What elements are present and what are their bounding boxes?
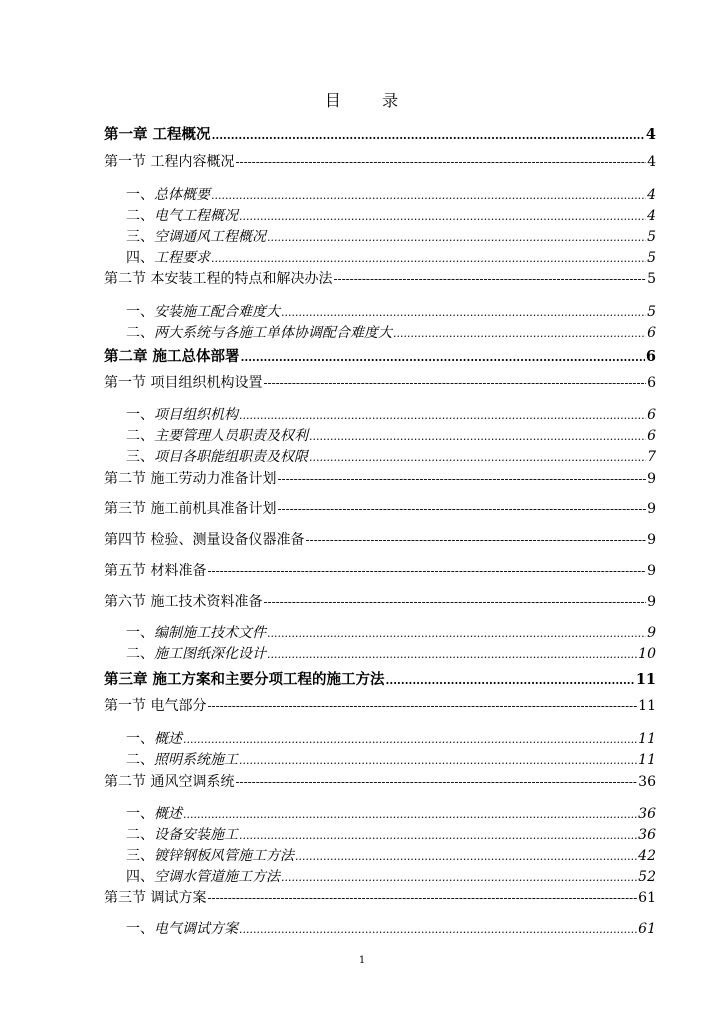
toc-title-char-1: 目 <box>324 91 342 110</box>
toc-section-entry[interactable] <box>104 695 656 715</box>
toc-leader <box>239 208 646 222</box>
toc-entry-label: 第一章 工程概况 <box>104 126 211 143</box>
toc-leader <box>263 375 646 389</box>
toc-entry-label: 施工图纸深化设计 <box>154 646 266 662</box>
toc-item-entry[interactable] <box>126 622 656 642</box>
toc-page-number: 4 <box>647 154 656 170</box>
toc-leader <box>393 325 646 339</box>
toc-leader <box>211 250 646 264</box>
toc-section-entry[interactable] <box>104 268 656 288</box>
toc-item-number: 一、 <box>126 187 154 203</box>
toc-item-number: 三、 <box>126 449 154 465</box>
toc-title <box>0 88 724 111</box>
toc-leader <box>241 349 645 363</box>
toc-leader <box>309 449 646 463</box>
toc-page-number: 6 <box>647 428 656 444</box>
toc-item-number: 四、 <box>126 250 154 266</box>
toc-page-number: 9 <box>647 594 656 610</box>
toc-entry-label: 第六节 施工技术资料准备 <box>104 594 263 610</box>
toc-leader <box>295 848 637 862</box>
toc-item-entry[interactable] <box>126 404 656 424</box>
toc-section-entry[interactable] <box>104 372 656 392</box>
toc-page-number: 61 <box>638 890 656 906</box>
toc-entry-label: 项目组织机构 <box>154 407 238 423</box>
toc-entry-label: 照明系统施工 <box>154 752 238 768</box>
toc-page-number: 9 <box>647 532 656 548</box>
toc-page-number: 4 <box>647 208 656 224</box>
toc-entry-label: 工程要求 <box>154 250 210 266</box>
toc-item-number: 一、 <box>126 407 154 423</box>
toc-page-number: 5 <box>647 271 656 287</box>
toc-entry-label: 项目各职能组职责及权限 <box>154 449 308 465</box>
toc-leader <box>267 625 646 639</box>
toc-section-entry[interactable] <box>104 771 656 791</box>
toc-item-entry[interactable] <box>126 643 656 663</box>
toc-entry-label: 概述 <box>154 731 182 747</box>
toc-leader <box>183 731 637 745</box>
toc-leader <box>263 594 646 608</box>
toc-leader <box>309 428 646 442</box>
toc-leader <box>235 774 637 788</box>
toc-leader <box>212 127 645 141</box>
toc-section-entry[interactable] <box>104 498 656 518</box>
toc-chapter-entry[interactable] <box>104 346 656 366</box>
toc-page-number: 10 <box>638 646 656 662</box>
toc-page-number: 6 <box>645 348 656 365</box>
toc-leader <box>277 501 646 515</box>
toc-page-number: 36 <box>638 774 656 790</box>
toc-leader <box>305 532 646 546</box>
toc-page-number: 5 <box>647 304 656 320</box>
toc-item-entry[interactable] <box>126 446 656 466</box>
toc-leader <box>183 806 637 820</box>
toc-leader <box>239 752 637 766</box>
toc-chapter-entry[interactable] <box>104 669 656 689</box>
toc-entry-label: 设备安装施工 <box>154 827 238 843</box>
toc-entry-label: 总体概要 <box>154 187 210 203</box>
toc-leader <box>333 271 646 285</box>
toc-item-number: 三、 <box>126 229 154 245</box>
toc-entry-label: 第二节 通风空调系统 <box>104 774 235 790</box>
toc-item-entry[interactable] <box>126 918 656 938</box>
toc-leader <box>207 890 637 904</box>
toc-item-entry[interactable] <box>126 845 656 865</box>
toc-page-number: 4 <box>647 187 656 203</box>
toc-page-number: 42 <box>638 848 656 864</box>
toc-item-number: 一、 <box>126 625 154 641</box>
toc-item-entry[interactable] <box>126 749 656 769</box>
toc-entry-label: 第二节 施工劳动力准备计划 <box>104 471 277 487</box>
toc-leader <box>239 407 646 421</box>
toc-page-number: 9 <box>647 501 656 517</box>
toc-item-number: 一、 <box>126 806 154 822</box>
toc-item-number: 二、 <box>126 646 154 662</box>
toc-leader <box>281 869 637 883</box>
toc-page-number: 9 <box>647 625 656 641</box>
toc-item-entry[interactable] <box>126 728 656 748</box>
toc-leader <box>239 827 637 841</box>
toc-section-entry[interactable] <box>104 529 656 549</box>
toc-item-number: 一、 <box>126 304 154 320</box>
toc-leader <box>239 921 637 935</box>
toc-page-number: 6 <box>647 407 656 423</box>
toc-leader <box>267 229 646 243</box>
toc-entry-label: 主要管理人员职责及权利 <box>154 428 308 444</box>
toc-entry-label: 空调通风工程概况 <box>154 229 266 245</box>
toc-item-entry[interactable] <box>126 205 656 225</box>
toc-item-entry[interactable] <box>126 184 656 204</box>
toc-entry-label: 空调水管道施工方法 <box>154 869 280 885</box>
toc-section-entry[interactable] <box>104 560 656 580</box>
toc-entry-label: 第三节 施工前机具准备计划 <box>104 501 277 517</box>
toc-entry-label: 第二节 本安装工程的特点和解决办法 <box>104 271 333 287</box>
toc-section-entry[interactable] <box>104 151 656 171</box>
toc-item-entry[interactable] <box>126 866 656 886</box>
toc-leader <box>207 563 646 577</box>
toc-entry-label: 安装施工配合难度大 <box>154 304 280 320</box>
toc-page-number: 4 <box>645 126 656 143</box>
toc-item-number: 二、 <box>126 428 154 444</box>
toc-leader <box>386 672 635 686</box>
toc-leader <box>211 187 646 201</box>
toc-item-number: 四、 <box>126 869 154 885</box>
toc-item-number: 二、 <box>126 325 154 341</box>
toc-leader <box>267 646 637 660</box>
toc-section-entry[interactable] <box>104 591 656 611</box>
toc-page-number: 11 <box>638 698 656 714</box>
toc-entry-label: 第一节 项目组织机构设置 <box>104 375 263 391</box>
toc-item-entry[interactable] <box>126 803 656 823</box>
toc-page-number: 11 <box>638 731 656 747</box>
toc-entry-label: 第二章 施工总体部署 <box>104 348 240 365</box>
toc-section-entry[interactable] <box>104 887 656 907</box>
page-number: 1 <box>358 955 366 966</box>
toc-entry-label: 第一节 工程内容概况 <box>104 154 235 170</box>
toc-entry-label: 第三章 施工方案和主要分项工程的施工方法 <box>104 671 385 688</box>
toc-page-number: 36 <box>638 827 656 843</box>
toc-item-entry[interactable] <box>126 322 656 342</box>
toc-item-number: 一、 <box>126 731 154 747</box>
toc-item-entry[interactable] <box>126 301 656 321</box>
toc-entry-label: 电气调试方案 <box>154 921 238 937</box>
toc-leader <box>277 471 646 485</box>
toc-item-number: 三、 <box>126 848 154 864</box>
toc-page-number: 7 <box>647 449 656 465</box>
toc-item-entry[interactable] <box>126 247 656 267</box>
toc-page-number: 9 <box>647 563 656 579</box>
toc-item-number: 一、 <box>126 921 154 937</box>
toc-entry-label: 概述 <box>154 806 182 822</box>
toc-item-entry[interactable] <box>126 824 656 844</box>
toc-item-number: 二、 <box>126 827 154 843</box>
toc-page-number: 6 <box>647 325 656 341</box>
toc-chapter-entry[interactable] <box>104 124 656 144</box>
toc-leader <box>235 154 646 168</box>
toc-page-number: 11 <box>638 752 656 768</box>
toc-entry-label: 编制施工技术文件 <box>154 625 266 641</box>
toc-entry-label: 第四节 检验、测量设备仪器准备 <box>104 532 305 548</box>
toc-entry-label: 第五节 材料准备 <box>104 563 207 579</box>
toc-title-char-2: 录 <box>382 91 400 110</box>
toc-item-number: 二、 <box>126 208 154 224</box>
toc-entry-label: 电气工程概况 <box>154 208 238 224</box>
toc-page-number: 11 <box>635 671 656 688</box>
toc-leader <box>207 698 637 712</box>
toc-page-number: 6 <box>647 375 656 391</box>
toc-section-entry[interactable] <box>104 468 656 488</box>
toc-leader <box>281 304 646 318</box>
toc-page-number: 9 <box>647 471 656 487</box>
toc-page-number: 61 <box>638 921 656 937</box>
toc-item-entry[interactable] <box>126 226 656 246</box>
toc-page-number: 5 <box>647 250 656 266</box>
toc-item-number: 二、 <box>126 752 154 768</box>
toc-entry-label: 镀锌钢板风管施工方法 <box>154 848 294 864</box>
toc-page-number: 36 <box>638 806 656 822</box>
toc-item-entry[interactable] <box>126 425 656 445</box>
toc-entry-label: 两大系统与各施工单体协调配合难度大 <box>154 325 392 341</box>
toc-page-number: 5 <box>647 229 656 245</box>
toc-page-number: 52 <box>638 869 656 885</box>
toc-entry-label: 第一节 电气部分 <box>104 698 207 714</box>
toc-entry-label: 第三节 调试方案 <box>104 890 207 906</box>
